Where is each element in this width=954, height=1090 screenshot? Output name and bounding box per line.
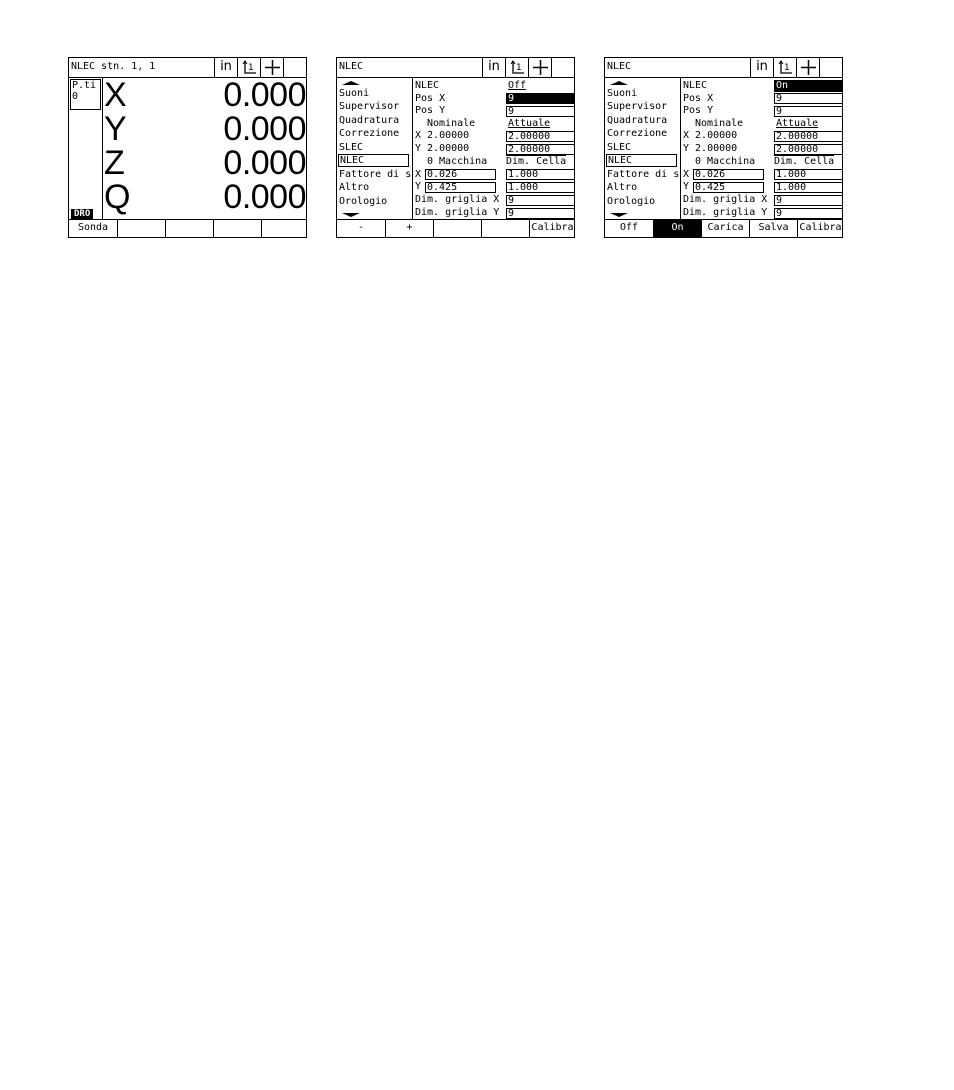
screen-title: NLEC — [339, 61, 364, 72]
scroll-down-icon[interactable] — [610, 213, 628, 217]
macchina-x-prefix: X — [415, 169, 422, 180]
griglia-y-label: Dim. griglia Y — [415, 207, 500, 218]
title-bar — [69, 58, 306, 78]
pos-x-label: Pos X — [415, 93, 446, 104]
axis-y-value: 0.000 — [223, 110, 306, 148]
units-button[interactable]: in — [750, 58, 773, 77]
axis-q-label: Q — [104, 178, 131, 216]
menu-item-suoni[interactable]: Suoni — [607, 88, 638, 99]
dim-cella-header: Dim. Cella — [506, 156, 567, 167]
divider — [680, 78, 681, 220]
axis-q-value: 0.000 — [223, 178, 306, 216]
macchina-x-field[interactable]: 0.026 — [425, 169, 496, 180]
softkey-sonda[interactable]: Sonda — [77, 222, 109, 233]
dim-cella-x-field[interactable]: 1.000 — [774, 169, 843, 180]
menu-item-altro[interactable]: Altro — [339, 182, 370, 193]
dim-cella-y-field[interactable]: 1.000 — [774, 182, 843, 193]
nominale-header: Nominale — [695, 118, 744, 129]
macchina-y-field[interactable]: 0.425 — [693, 182, 764, 193]
menu-item-nlec[interactable]: NLEC — [338, 154, 409, 167]
softkey-3[interactable] — [165, 220, 213, 237]
attuale-header: Attuale — [776, 118, 819, 129]
nlec-label: NLEC — [683, 80, 708, 91]
griglia-x-label: Dim. griglia X — [415, 194, 500, 205]
attuale-x-field[interactable]: 2.00000 — [506, 131, 575, 142]
divider — [412, 78, 413, 220]
units-button[interactable]: in — [214, 58, 237, 77]
divider — [102, 78, 103, 220]
macchina-x-field[interactable]: 0.026 — [693, 169, 764, 180]
datum-icon[interactable] — [237, 58, 260, 77]
blank-title-button[interactable] — [551, 58, 575, 77]
scroll-up-icon[interactable] — [610, 81, 628, 85]
axis-z-label: Z — [104, 144, 125, 182]
attuale-y-field[interactable]: 2.00000 — [506, 144, 575, 155]
nlec-status-value[interactable]: Off — [508, 80, 527, 91]
menu-item-slec[interactable]: SLEC — [339, 142, 364, 153]
softkey-bar — [69, 219, 306, 237]
menu-item-orologio[interactable]: Orologio — [339, 196, 388, 207]
nlec-label: NLEC — [415, 80, 440, 91]
nlec-status-value[interactable]: On — [774, 80, 843, 92]
nominale-header: Nominale — [427, 118, 476, 129]
dim-cella-header: Dim. Cella — [774, 156, 835, 167]
dim-cella-x-field[interactable]: 1.000 — [506, 169, 575, 180]
svg-text:1: 1 — [516, 63, 522, 73]
attuale-y-field[interactable]: 2.00000 — [774, 144, 843, 155]
pos-x-field[interactable]: 9 — [506, 93, 575, 104]
pos-x-label: Pos X — [683, 93, 714, 104]
softkey-bar — [605, 219, 842, 237]
nominale-y: Y 2.00000 — [683, 143, 738, 154]
nominale-y: Y 2.00000 — [415, 143, 470, 154]
nlec-setup-screen-on — [604, 57, 843, 238]
svg-text:1: 1 — [784, 63, 790, 73]
points-box — [70, 79, 101, 110]
macchina-header: 0 Macchina — [427, 156, 488, 167]
pos-y-field[interactable]: 9 — [774, 106, 843, 117]
pos-x-field[interactable]: 9 — [774, 93, 843, 104]
griglia-x-label: Dim. griglia X — [683, 194, 768, 205]
svg-text:1: 1 — [248, 63, 254, 73]
menu-item-fattore[interactable]: Fattore di s — [339, 169, 412, 180]
attuale-header: Attuale — [508, 118, 551, 129]
menu-item-quadratura[interactable]: Quadratura — [607, 115, 668, 126]
griglia-y-label: Dim. griglia Y — [683, 207, 768, 218]
macchina-y-prefix: Y — [415, 181, 422, 192]
menu-item-suoni[interactable]: Suoni — [339, 88, 370, 99]
griglia-y-field[interactable]: 9 — [506, 208, 575, 219]
softkey-5[interactable] — [261, 220, 307, 237]
softkey-4[interactable] — [481, 220, 529, 237]
axis-x-label: X — [104, 76, 127, 114]
axis-x-value: 0.000 — [223, 76, 306, 114]
datum-icon[interactable] — [505, 58, 528, 77]
menu-item-supervisor[interactable]: Supervisor — [607, 101, 668, 112]
menu-item-orologio[interactable]: Orologio — [607, 196, 656, 207]
softkey-3[interactable] — [433, 220, 481, 237]
pos-y-label: Pos Y — [415, 105, 446, 116]
dro-screen — [68, 57, 307, 238]
macchina-header: 0 Macchina — [695, 156, 756, 167]
screen-title: NLEC stn. 1, 1 — [71, 61, 156, 72]
softkey-2[interactable] — [117, 220, 165, 237]
pos-y-field[interactable]: 9 — [506, 106, 575, 117]
title-bar — [605, 58, 842, 78]
softkey-calibra[interactable]: Calibra — [797, 220, 843, 237]
nlec-setup-screen-off — [336, 57, 575, 238]
nominale-x: X 2.00000 — [415, 130, 470, 141]
blank-title-button[interactable] — [819, 58, 843, 77]
points-label: P.ti — [72, 80, 97, 91]
menu-item-quadratura[interactable]: Quadratura — [339, 115, 400, 126]
pos-y-label: Pos Y — [683, 105, 714, 116]
menu-item-correzione[interactable]: Correzione — [339, 128, 400, 139]
softkey-bar — [337, 219, 574, 237]
crosshair-icon[interactable] — [796, 58, 819, 77]
blank-title-button[interactable] — [283, 58, 307, 77]
attuale-x-field[interactable]: 2.00000 — [774, 131, 843, 142]
nominale-x: X 2.00000 — [683, 130, 738, 141]
scroll-down-icon[interactable] — [342, 213, 360, 217]
axis-z-value: 0.000 — [223, 144, 306, 182]
softkey-4[interactable] — [213, 220, 261, 237]
scroll-up-icon[interactable] — [342, 81, 360, 85]
macchina-y-field[interactable]: 0.425 — [425, 182, 496, 193]
menu-item-nlec[interactable]: NLEC — [606, 154, 677, 167]
griglia-x-field[interactable]: 9 — [774, 195, 843, 206]
macchina-y-prefix: Y — [683, 181, 690, 192]
units-button[interactable]: in — [482, 58, 505, 77]
griglia-y-field[interactable]: 9 — [774, 208, 843, 219]
title-bar — [337, 58, 574, 78]
menu-item-correzione[interactable]: Correzione — [607, 128, 668, 139]
menu-item-fattore[interactable]: Fattore di s — [607, 169, 680, 180]
griglia-x-field[interactable]: 9 — [506, 195, 575, 206]
softkey-minus[interactable]: - — [357, 222, 365, 233]
menu-item-slec[interactable]: SLEC — [607, 142, 632, 153]
crosshair-icon[interactable] — [528, 58, 551, 77]
macchina-x-prefix: X — [683, 169, 690, 180]
points-value: 0 — [72, 91, 79, 102]
axis-y-label: Y — [104, 110, 127, 148]
softkey-off[interactable]: Off — [619, 222, 639, 233]
menu-item-altro[interactable]: Altro — [607, 182, 638, 193]
softkey-calibra[interactable]: Calibra — [529, 220, 575, 237]
softkey-carica[interactable]: Carica — [701, 220, 749, 237]
softkey-salva[interactable]: Salva — [749, 220, 797, 237]
dim-cella-y-field[interactable]: 1.000 — [506, 182, 575, 193]
screen-title: NLEC — [607, 61, 632, 72]
softkey-on[interactable]: On — [653, 220, 701, 237]
crosshair-icon[interactable] — [260, 58, 283, 77]
menu-item-supervisor[interactable]: Supervisor — [339, 101, 400, 112]
softkey-plus[interactable]: + — [385, 220, 433, 237]
dro-mode-badge: DRO — [71, 209, 93, 219]
datum-icon[interactable] — [773, 58, 796, 77]
